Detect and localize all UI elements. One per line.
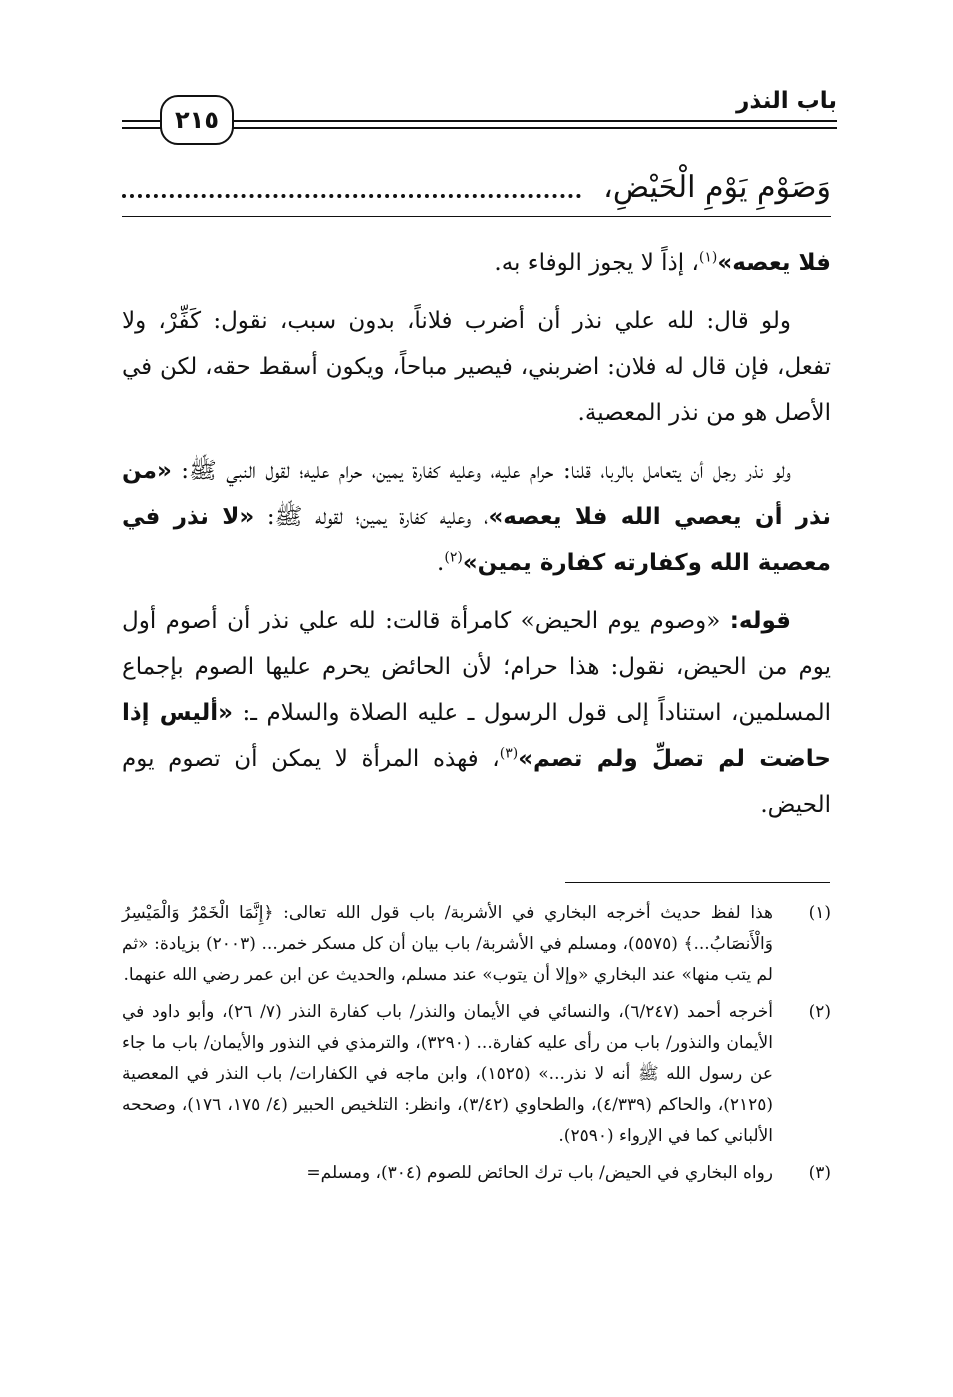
paragraph-3 [122, 448, 831, 586]
paragraph-4 [122, 598, 831, 828]
paragraph-2 [122, 298, 831, 436]
footnote [122, 898, 831, 991]
footnote-text: أخرجه أحمد (٦/٢٤٧)، والنسائي في الأيمان والنذر/ باب كفارة النذر (٧/ ٢٦)، وأبو داود في الأيمان والنذور/ باب من رأى عليه كفارة... (٣٢٩٠)، والترمذي في النذور والأيمان/ باب ما جاء عن رسول الله ﷺ أنه لا نذر...» (١٥٢٥)، وابن ماجه في الكفارات/ باب النذر في المعصية (٢١٢٥)، والحاكم (٤/٣٣٩)، والطحاوي (٣/٤٢)، وانظر: التلخيص الحبير (٤/ ١٧٥، ١٧٦)، وصححه الألباني كما في الإرواء (٢٥٩٠). [122, 1002, 773, 1146]
matn-dotted-leader [122, 194, 581, 198]
footnote-number: (١) [808, 903, 831, 923]
footnote-ref: (١) [698, 249, 718, 266]
bold-quote: فلا يعصه» [717, 250, 831, 276]
footnotes [122, 898, 831, 1195]
paragraph-1 [122, 240, 831, 286]
footnote-number: (٣) [808, 1163, 831, 1183]
footnote-number: (٢) [808, 1002, 831, 1022]
paragraph-text: «وصوم يوم الحيض» كامرأة قالت: لله علي نذر أن أصوم أول يوم من الحيض، نقول: هذا حرام؛ لأن الحائض يحرم عليها الصوم بإجماع المسلمين، استناداً إلى قول الرسول ـ عليه الصلاة والسلام ـ: [122, 608, 832, 726]
paragraph-text: ولو قال: لله علي نذر أن أضرب فلاناً، بدون سبب، نقول: كَفِّرْ، ولا تفعل، فإن قال له فلان: اضربني، فيصير مباحاً، ويكون أسقط حقه، لكن في الأصل هو من نذر المعصية. [122, 308, 831, 426]
paragraph-text: ، إذاً لا يجوز الوفاء به. [494, 250, 699, 276]
qawluhu-label: قوله: [729, 608, 791, 634]
matn-text: وَصَوْمِ يَوْمِ الْحَيْضِ، [603, 169, 831, 205]
paragraph-text: ولو نذر رجل أن يتعامل بالربا، قلنا: حرام عليه، وعليه كفارة يمين، حرام عليه؛ لقول النبي ﷺ: [171, 458, 791, 484]
chapter-title: باب النذر [736, 88, 837, 114]
hadith-quote: «أليس إذا حاضت لم تصلِّ ولم تصم» [122, 700, 831, 772]
hadith-quote: «لا نذر في معصية الله وكفارته كفارة يمين» [122, 504, 831, 576]
footnote [122, 997, 831, 1152]
matn-line [122, 163, 831, 211]
page-number: ٢١٥ [160, 95, 234, 145]
paragraph-text: ، فهذه المرأة لا يمكن أن تصوم يوم الحيض. [122, 746, 831, 818]
footnote [122, 1158, 831, 1189]
footnote-text: رواه البخاري في الحيض/ باب ترك الحائض للصوم (٣٠٤)، ومسلم= [306, 1163, 773, 1183]
matn-divider [122, 216, 831, 217]
footnote-separator [565, 882, 830, 883]
paragraph-text: ، وعليه كفارة يمين؛ لقوله ﷺ: [254, 504, 489, 530]
paragraph-text: . [437, 550, 445, 576]
footnote-ref: (٢) [444, 549, 463, 566]
footnote-text: هذا لفظ حديث أخرجه البخاري في الأشربة/ باب قول الله تعالى: ﴿إِنَّمَا الْخَمْرُ وَالْمَيْسِرُ وَالْأَنصَابُ...﴾ (٥٥٧٥)، ومسلم في الأشربة/ باب بيان أن كل مسكر خمر... (٢٠٠٣) بزيادة: «ثم لم يتب منها» عند البخاري «وإلا أن يتوب» عند مسلم، والحديث عن ابن عمر رضي الله عنهما. [122, 903, 773, 985]
hadith-quote: «من نذر أن يعصي الله فلا يعصه» [122, 458, 831, 530]
commentary-body [122, 240, 831, 840]
footnote-ref: (٣) [499, 745, 519, 762]
